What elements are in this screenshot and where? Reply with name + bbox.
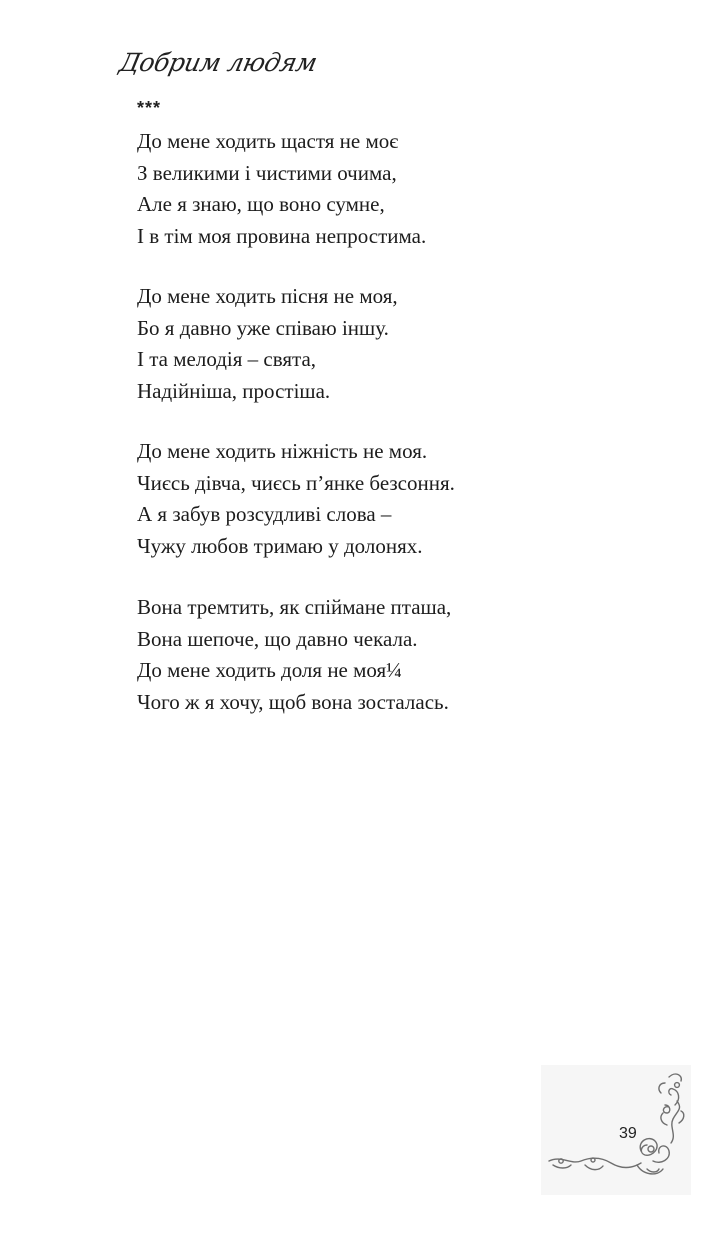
page-number: 39 — [619, 1125, 637, 1142]
poem-line: Чиєсь дівча, чиєсь п’янке безсоння. — [137, 470, 455, 495]
poem-line: З великими і чистими очима, — [137, 160, 397, 185]
poem-line: І та мелодія – свята, — [137, 347, 317, 371]
poem-line: Бо я давно уже співаю іншу. — [137, 315, 389, 340]
poem-line: До мене ходить щастя не моє — [137, 129, 399, 153]
poem-line: І в тім моя провина непростима. — [137, 223, 427, 248]
stanza-3 — [137, 436, 455, 562]
stanza-2 — [137, 281, 398, 407]
poem-line: Чого ж я хочу, щоб вона зосталась. — [137, 689, 449, 714]
poem-separator: *** — [137, 98, 162, 118]
poem-line: До мене ходить доля не моя¼ — [137, 658, 402, 682]
poem-line: До мене ходить ніжність не моя. — [137, 439, 428, 463]
poem-line: Чужу любов тримаю у долонях. — [137, 533, 423, 558]
page-corner-decoration — [541, 1065, 691, 1195]
poem-line: Вона тремтить, як спіймане пташа, — [137, 595, 452, 619]
page-title: Добрим людям — [116, 48, 320, 77]
poem-line: А я забув розсудливі слова – — [137, 502, 392, 526]
poem-line: Надійніша, простіша. — [137, 378, 331, 403]
poem-line: До мене ходить пісня не моя, — [137, 284, 398, 308]
stanza-1 — [137, 126, 426, 252]
poem-line: Вона шепоче, що давно чекала. — [137, 626, 418, 651]
poem-line: Але я знаю, що воно сумне, — [137, 192, 385, 216]
floral-ornament-icon — [541, 1065, 691, 1195]
stanza-4 — [137, 592, 451, 718]
